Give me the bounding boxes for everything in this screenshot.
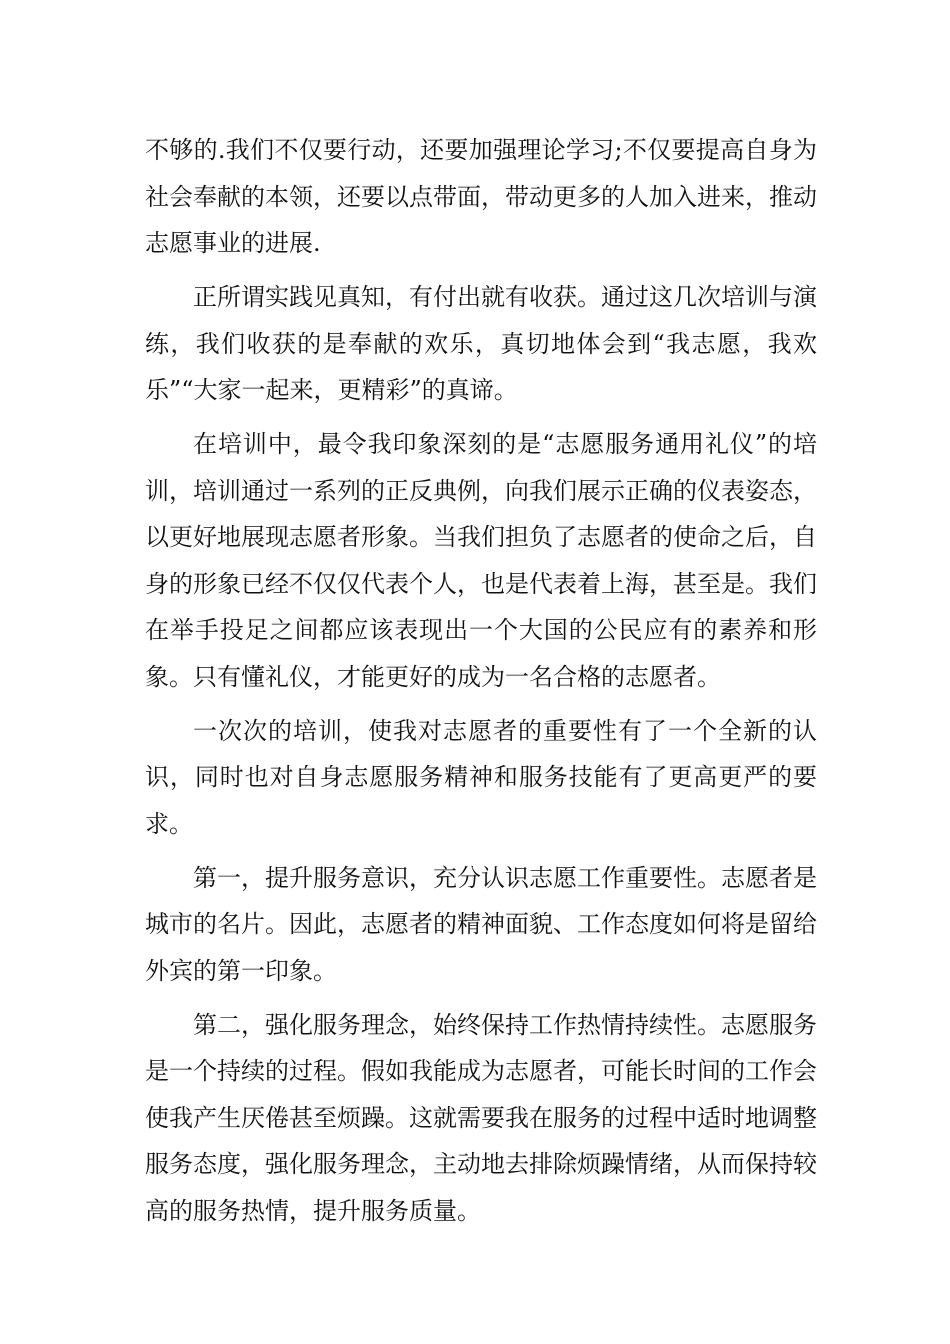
paragraph-3: 在培训中，最令我印象深刻的是“志愿服务通用礼仪”的培训，培训通过一系列的正反典例，向我们展示正确的仪表姿态，以更好地展现志愿者形象。当我们担负了志愿者的使命之后，自身的形象已经不仅仅代表个人，也是代表着上海，甚至是。我们在举手投足之间都应该表现出一个大国的公民应有的素养和形象。只有懂礼仪，才能更好的成为一名合格的志愿者。 xyxy=(145,430,817,691)
paragraph-5: 第一，提升服务意识，充分认识志愿工作重要性。志愿者是城市的名片。因此，志愿者的精神面貌、工作态度如何将是留给外宾的第一印象。 xyxy=(145,863,817,985)
paragraph-2: 正所谓实践见真知，有付出就有收获。通过这几次培训与演练，我们收获的是奉献的欢乐，真切地体会到“我志愿，我欢乐”“大家一起来，更精彩”的真谛。 xyxy=(145,283,817,404)
paragraph-1: 不够的.我们不仅要行动，还要加强理论学习;不仅要提高自身为社会奉献的本领，还要以点带面，带动更多的人加入进来，推动志愿事业的进展. xyxy=(145,136,817,257)
paragraph-6: 第二，强化服务理念，始终保持工作热情持续性。志愿服务是一个持续的过程。假如我能成为志愿者，可能长时间的工作会使我产生厌倦甚至烦躁。这就需要我在服务的过程中适时地调整服务态度，强化服务理念，主动地去排除烦躁情绪，从而保持较高的服务热情，提升服务质量。 xyxy=(145,1010,817,1225)
document-body xyxy=(145,127,817,1242)
paragraph-4: 一次次的培训，使我对志愿者的重要性有了一个全新的认识，同时也对自身志愿服务精神和服务技能有了更高更严的要求。 xyxy=(145,716,817,838)
